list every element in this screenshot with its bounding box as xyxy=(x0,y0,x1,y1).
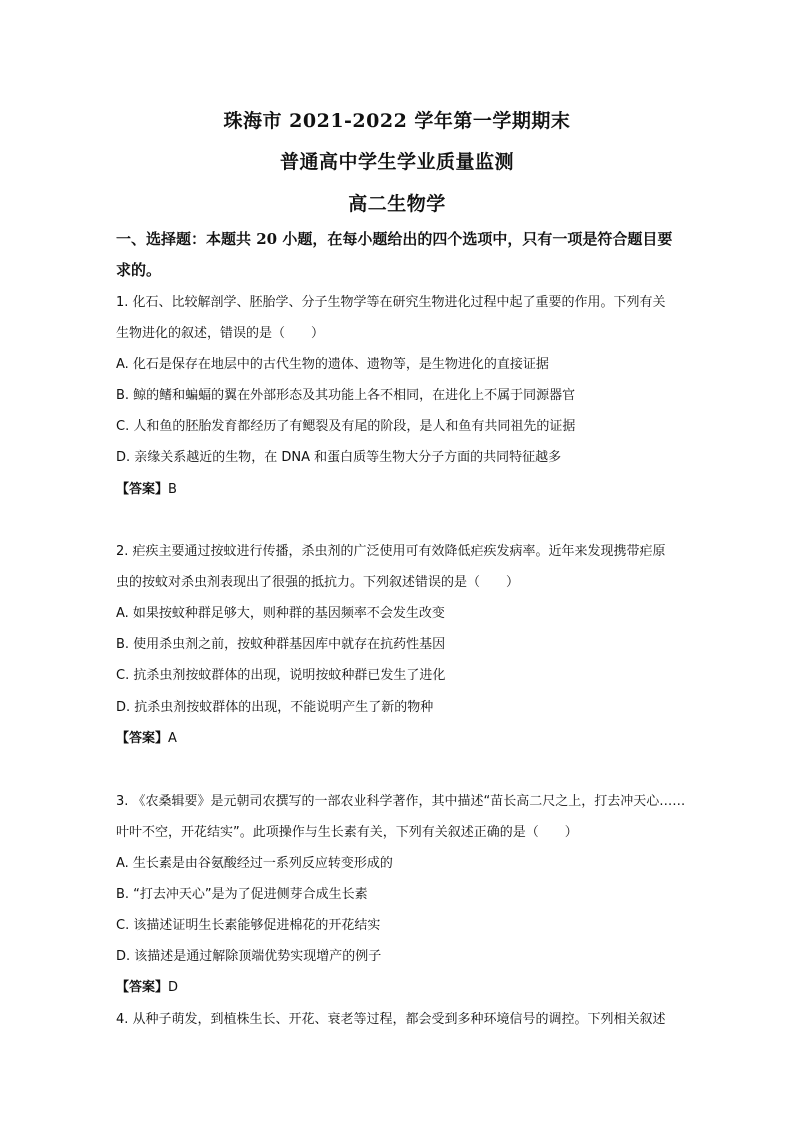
question-3-stem-line2: 叶叶不空，开花结实”。此项操作与生长素有关，下列有关叙述正确的是（ ） xyxy=(116,825,578,840)
question-3-answer xyxy=(116,976,178,995)
question-3-option-a: A. 生长素是由谷氨酸经过一系列反应转变形成的 xyxy=(116,856,393,871)
question-3-option-d: D. 该描述是通过解除顶端优势实现增产的例子 xyxy=(116,949,382,964)
question-2-stem-line1: 2. 疟疾主要通过按蚊进行传播，杀虫剂的广泛使用可有效降低疟疾发病率。近年来发现携带疟原 xyxy=(116,544,666,559)
question-1-option-c: C. 人和鱼的胚胎发育都经历了有鳃裂及有尾的阶段，是人和鱼有共同祖先的证据 xyxy=(116,419,576,434)
question-2-option-d: D. 抗杀虫剂按蚊群体的出现，不能说明产生了新的物种 xyxy=(116,700,434,715)
exam-subject-title: 高二生物学 xyxy=(348,193,446,215)
question-3-option-b: B. “打去冲天心”是为了促进侧芽合成生长素 xyxy=(116,887,368,902)
question-3-stem-line1: 3. 《农桑辑要》是元朝司农撰写的一部农业科学著作，其中描述“苗长高二尺之上，打去冲天心…… xyxy=(116,794,686,809)
answer-value: D xyxy=(168,980,179,995)
question-3-option-c: C. 该描述证明生长素能够促进棉花的开花结实 xyxy=(116,918,381,933)
question-2-option-a: A. 如果按蚊种群足够大，则种群的基因频率不会发生改变 xyxy=(116,606,445,621)
exam-title-line1: 珠海市 2021-2022 学年第一学期期末 xyxy=(223,110,571,132)
question-2-stem-line2: 虫的按蚊对杀虫剂表现出了很强的抵抗力。下列叙述错误的是（ ） xyxy=(116,575,520,590)
answer-tag: 【答案】 xyxy=(116,731,169,746)
exam-title-line2: 普通高中学生学业质量监测 xyxy=(279,151,514,173)
section-heading xyxy=(116,224,706,286)
question-2-option-c: C. 抗杀虫剂按蚊群体的出现，说明按蚊种群已发生了进化 xyxy=(116,668,446,683)
question-1-option-a: A. 化石是保存在地层中的古代生物的遗体、遗物等，是生物进化的直接证据 xyxy=(116,357,549,372)
section-heading-line1: 一、选择题：本题共 20 小题，在每小题给出的四个选项中，只有一项是符合题目要 xyxy=(116,230,673,248)
question-2-answer xyxy=(116,727,177,746)
question-1-stem-line2: 生物进化的叙述，错误的是（ ） xyxy=(116,326,325,341)
answer-tag: 【答案】 xyxy=(116,980,169,995)
question-4-stem-line1: 4. 从种子萌发，到植株生长、开花、衰老等过程，都会受到多种环境信号的调控。下列相关叙述 xyxy=(116,1012,666,1027)
section-heading-line2: 求的。 xyxy=(116,261,162,279)
question-1-answer xyxy=(116,478,177,497)
answer-value: B xyxy=(168,482,177,497)
answer-value: A xyxy=(168,731,177,746)
answer-tag: 【答案】 xyxy=(116,482,169,497)
question-2-option-b: B. 使用杀虫剂之前，按蚊种群基因库中就存在抗药性基因 xyxy=(116,637,446,652)
question-1-option-d: D. 亲缘关系越近的生物，在 DNA 和蛋白质等生物大分子方面的共同特征越多 xyxy=(116,450,562,465)
question-1-stem-line1: 1. 化石、比较解剖学、胚胎学、分子生物学等在研究生物进化过程中起了重要的作用。下列有关 xyxy=(116,295,666,310)
question-1-option-b: B. 鲸的鳍和蝙蝠的翼在外部形态及其功能上各不相同，在进化上不属于同源器官 xyxy=(116,388,576,403)
